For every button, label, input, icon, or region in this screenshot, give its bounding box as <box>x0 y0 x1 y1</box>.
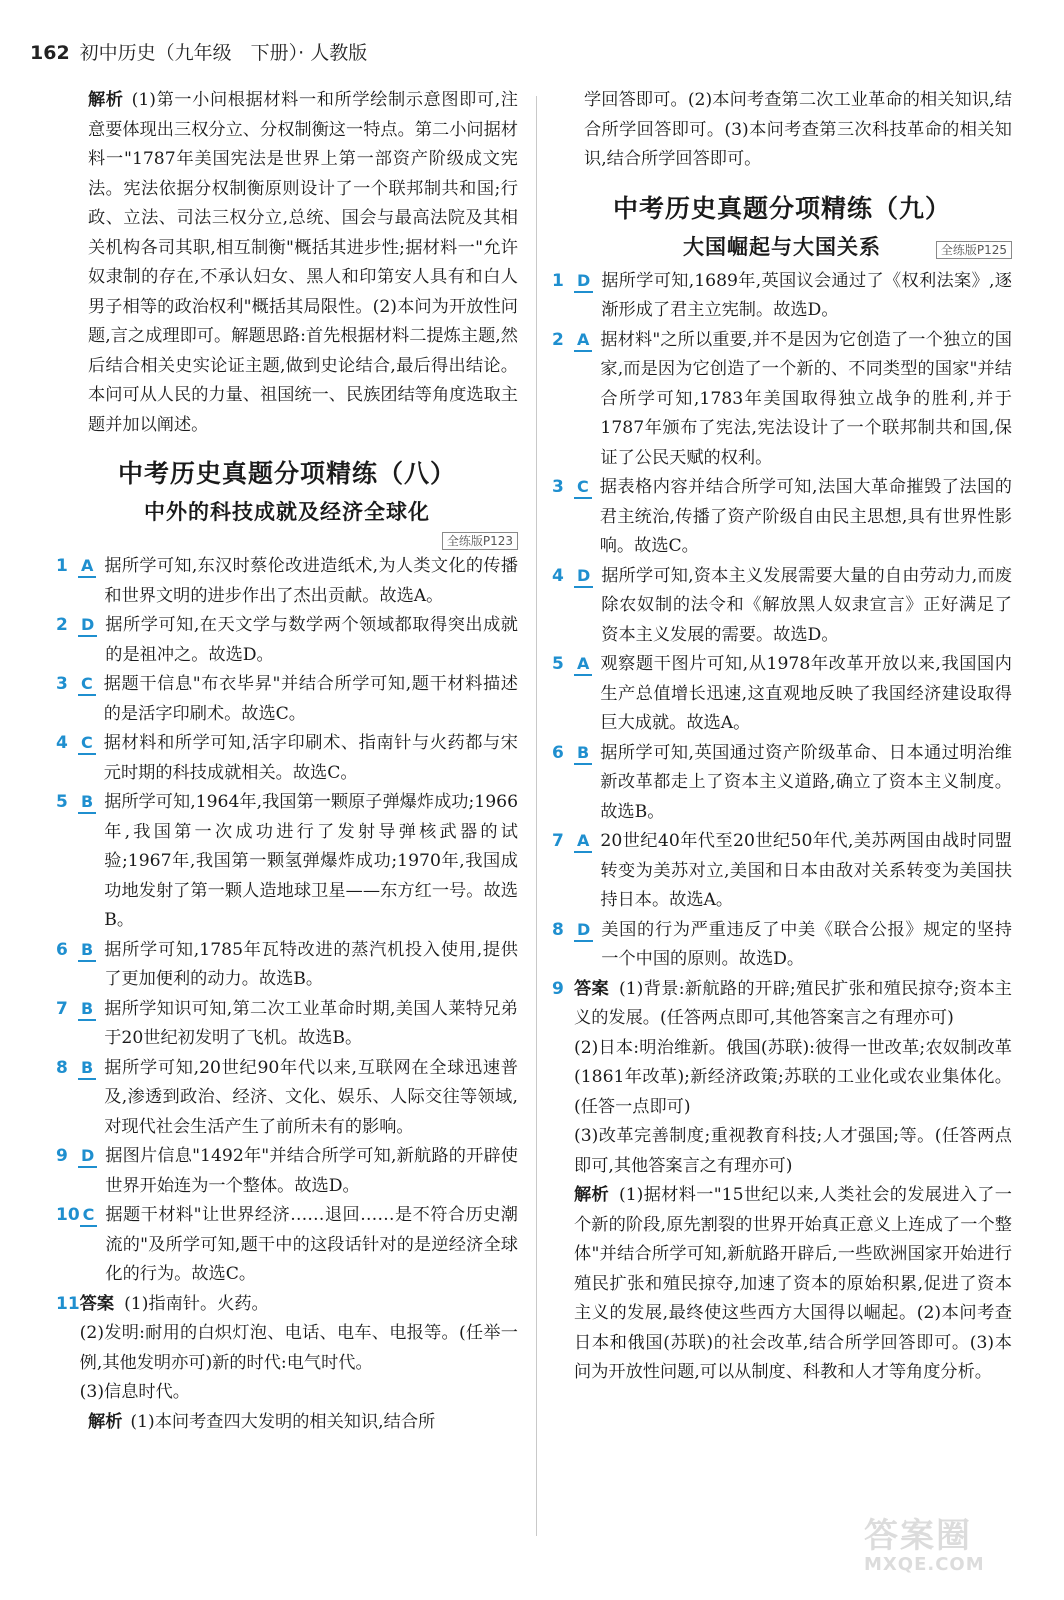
answer-list-8 <box>56 552 518 1290</box>
left-column <box>56 86 518 1437</box>
answer-choice: B <box>574 743 592 765</box>
answer-choice: C <box>80 1205 98 1227</box>
question-number: 4 <box>552 565 564 586</box>
question-number: 8 <box>552 919 564 940</box>
watermark-logo <box>864 1518 1034 1580</box>
answer-choice: D <box>574 271 593 293</box>
answer-item <box>56 611 518 670</box>
question-number: 11 <box>56 1293 80 1314</box>
answer-item <box>56 936 518 995</box>
analysis-line <box>574 1181 1012 1388</box>
answer-choice: D <box>574 920 593 942</box>
explanation-text: 据表格内容并结合所学可知,法国大革命摧毁了法国的君主统治,传播了资产阶级自由民主思想,具有世界性影响。故选C。 <box>599 477 1012 556</box>
question-number: 2 <box>552 329 564 350</box>
answer-line <box>574 975 1012 1034</box>
answer-choice: B <box>78 999 96 1021</box>
answer-item <box>552 650 1012 739</box>
answer-item <box>56 729 518 788</box>
section-subtitle-wrap <box>56 496 518 526</box>
question-body <box>574 975 1012 1388</box>
question-11 <box>56 1290 518 1408</box>
section-subtitle-wrap <box>552 231 1012 261</box>
question-number: 2 <box>56 615 68 635</box>
answer-line: (2)发明:耐用的白炽灯泡、电话、电车、电报等。(任举一例,其他发明亦可)新的时代:电气时代。 <box>79 1323 518 1373</box>
answer-choice: C <box>78 674 96 696</box>
answer-item <box>552 916 1012 975</box>
question-number: 7 <box>552 831 564 851</box>
explanation-text: 据材料和所学可知,活字印刷术、指南针与火药都与宋元时期的科技成就相关。故选C。 <box>103 733 518 783</box>
question-number: 9 <box>552 978 564 999</box>
analysis-label: 解析 <box>88 90 124 110</box>
explanation-text: 据所学知识可知,第二次工业革命时期,美国人莱特兄弟于20世纪初发明了飞机。故选B。 <box>104 998 518 1048</box>
section-subtitle-8: 中外的科技成就及经济全球化 <box>144 500 430 524</box>
question-number: 1 <box>56 556 68 576</box>
answer-choice: C <box>574 477 592 499</box>
question-number: 7 <box>56 998 68 1019</box>
intro-analysis <box>56 86 518 440</box>
ref-row <box>56 530 518 552</box>
explanation-text: 据所学可知,东汉时蔡伦改进造纸术,为人类文化的传播和世界文明的进步作出了杰出贡献。故选A。 <box>104 556 518 606</box>
watermark-text: 答案圈 <box>864 1516 972 1556</box>
explanation-text: 据题干材料"让世界经济……退回……是不符合历史潮流的"及所学可知,题干中的这段话针对的是逆经济全球化的行为。故选C。 <box>105 1205 518 1284</box>
section-subtitle-9: 大国崛起与大国关系 <box>683 234 881 259</box>
question-9 <box>552 975 1012 1388</box>
answer-item <box>56 670 518 729</box>
analysis-label: 解析 <box>574 1185 610 1205</box>
answer-list-9 <box>552 267 1012 975</box>
question-number: 3 <box>552 477 564 497</box>
explanation-text: 据所学可知,在天文学与数学两个领域都取得突出成就的是祖冲之。故选D。 <box>105 615 518 665</box>
answer-choice: D <box>574 566 593 588</box>
question-number: 4 <box>56 733 68 753</box>
watermark-url: MXQE.COM <box>864 1554 985 1575</box>
answer-item <box>552 267 1012 326</box>
explanation-text: 据图片信息"1492年"并结合所学可知,新航路的开辟使世界开始连为一个整体。故选D。 <box>105 1146 518 1196</box>
column-divider <box>536 96 537 1536</box>
analysis-label: 解析 <box>88 1411 123 1432</box>
answer-line <box>80 1290 518 1320</box>
answer-line: (3)改革完善制度;重视教育科技;人才强国;等。(任答两点即可,其他答案言之有理亦可) <box>574 1126 1012 1176</box>
continued-analysis: 学回答即可。(2)本问考查第二次工业革命的相关知识,结合所学回答即可。(3)本问考查第三次科技革命的相关知识,结合所学回答即可。 <box>584 90 1012 169</box>
practice-reference: 全练版P123 <box>442 532 518 550</box>
answer-label: 答案 <box>79 1293 115 1314</box>
answer-item <box>56 995 518 1054</box>
answer-item <box>552 739 1012 828</box>
right-column <box>552 86 1012 1388</box>
question-number: 10 <box>56 1205 80 1225</box>
answer-item <box>56 788 518 936</box>
answer-choice: C <box>78 733 96 755</box>
answer-item <box>56 1142 518 1201</box>
answer-item <box>56 1054 518 1143</box>
analysis-text: (1)本问考查四大发明的相关知识,结合所 <box>130 1411 436 1432</box>
question-number: 6 <box>56 939 68 960</box>
answer-choice: D <box>78 1146 97 1168</box>
analysis-text: (1)据材料一"15世纪以来,人类社会的发展进入了一个新的阶段,原先割裂的世界开始真正意义上连成了一个整体"并结合所学可知,新航路开辟后,一些欧洲国家开始进行殖民扩张和殖民掠夺,加速了资本的原始积累,促进了资本主义的发展,最终使这些西方大国得以崛起。(2)本问考查日本和俄国(苏联)的社会改革,结合所学回答即可。(3)本问为开放性问题,可以从制度、科教和人才等角度分析。 <box>574 1185 1012 1382</box>
answer-item <box>56 552 518 611</box>
answer-choice: B <box>78 940 96 962</box>
explanation-text: 据所学可知,资本主义发展需要大量的自由劳动力,而废除农奴制的法令和《解放黑人奴隶宣言》正好满足了资本主义发展的需要。故选D。 <box>601 565 1012 645</box>
page-number: 162 <box>30 42 70 64</box>
explanation-text: 观察题干图片可知,从1978年改革开放以来,我国国内生产总值增长迅速,这直观地反映了我国经济建设取得巨大成就。故选A。 <box>600 654 1012 733</box>
answer-text: (1)背景:新航路的开辟;殖民扩张和殖民掠夺;资本主义的发展。(任答两点即可,其他答案言之有理亦可) <box>574 978 1012 1028</box>
section-title-8: 中考历史真题分项精练（八） <box>117 459 456 488</box>
explanation-text: 据材料"之所以重要,并不是因为它创造了一个独立的国家,而是因为它创造了一个新的、不同类型的国家"并结合所学可知,1783年美国取得独立战争的胜利,并于1787年颁布了宪法,宪法设计了一个联邦制共和国,保证了公民天赋的权利。 <box>600 329 1012 468</box>
answer-choice: A <box>574 831 592 853</box>
q11-analysis <box>56 1408 518 1438</box>
explanation-text: 据所学可知,1964年,我国第一颗原子弹爆炸成功;1966年,我国第一次成功进行了发射导弹核武器的试验;1967年,我国第一颗氢弹爆炸成功;1970年,我国成功地发射了第一颗人造地球卫星——东方红一号。故选B。 <box>104 792 518 930</box>
question-number: 1 <box>552 270 564 291</box>
answer-item <box>56 1201 518 1290</box>
answer-line: (3)信息时代。 <box>79 1382 190 1402</box>
answer-item <box>552 562 1012 651</box>
question-number: 3 <box>56 674 68 694</box>
answer-item <box>552 827 1012 916</box>
answer-choice: B <box>78 1058 96 1080</box>
answer-text: (1)指南针。火药。 <box>124 1293 269 1314</box>
answer-choice: A <box>78 556 96 578</box>
answer-choice: D <box>78 615 97 637</box>
explanation-text: 美国的行为严重违反了中美《联合公报》规定的坚持一个中国的原则。故选D。 <box>601 919 1012 969</box>
answer-item <box>552 473 1012 562</box>
explanation-text: 20世纪40年代至20世纪50年代,美苏两国由战时同盟转变为美苏对立,美国和日本由敌对关系转变为美国扶持日本。故选A。 <box>600 831 1012 910</box>
question-number: 5 <box>552 654 564 674</box>
question-number: 6 <box>552 742 564 763</box>
practice-reference: 全练版P125 <box>936 241 1012 259</box>
answer-line: (2)日本:明治维新。俄国(苏联):彼得一世改革;农奴制改革(1861年改革);新经济政策;苏联的工业化或农业集体化。(任答一点即可) <box>574 1037 1012 1117</box>
book-title: 初中历史（九年级 下册）· 人教版 <box>79 42 368 64</box>
explanation-text: 据所学可知,英国通过资产阶级革命、日本通过明治维新改革都走上了资本主义道路,确立了资本主义制度。故选B。 <box>600 742 1012 822</box>
question-body <box>80 1290 518 1408</box>
answer-label: 答案 <box>574 978 610 999</box>
answer-item <box>552 326 1012 474</box>
question-number: 9 <box>56 1146 68 1166</box>
explanation-text: 据所学可知,1689年,英国议会通过了《权利法案》,逐渐形成了君主立宪制。故选D。 <box>601 270 1012 320</box>
explanation-text: 据所学可知,1785年瓦特改进的蒸汽机投入使用,提供了更加便利的动力。故选B。 <box>104 939 518 989</box>
answer-choice: A <box>574 330 592 352</box>
answer-choice: A <box>574 654 592 676</box>
explanation-text: 据所学可知,20世纪90年代以来,互联网在全球迅速普及,渗透到政治、经济、文化、娱乐、人际交往等领域,对现代社会生活产生了前所未有的影响。 <box>104 1057 518 1137</box>
page-header <box>30 38 367 68</box>
analysis-text: (1)第一小问根据材料一和所学绘制示意图即可,注意要体现出三权分立、分权制衡这一特点。第二小问据材料一"1787年美国宪法是世界上第一部资产阶级成文宪法。宪法依据分权制衡原则设计了一个联邦制共和国;行政、立法、司法三权分立,总统、国会与最高法院及其相关机构各司其职,相互制衡"概括其进步性;据材料一"允许奴隶制的存在,不承认妇女、黑人和印第安人具有和白人男子相等的政治权利"概括其局限性。(2)本问为开放性问题,言之成理即可。解题思路:首先根据材料二提炼主题,然后结合相关史实论证主题,做到史论结合,最后得出结论。本问可从人民的力量、祖国统一、民族团结等角度选取主题并加以阐述。 <box>88 90 518 435</box>
question-number: 5 <box>56 792 68 812</box>
explanation-text: 据题干信息"布衣毕昇"并结合所学可知,题干材料描述的是活字印刷术。故选C。 <box>103 674 518 724</box>
question-number: 8 <box>56 1057 68 1078</box>
answer-choice: B <box>78 792 96 814</box>
section-title-9: 中考历史真题分项精练（九） <box>612 193 951 223</box>
